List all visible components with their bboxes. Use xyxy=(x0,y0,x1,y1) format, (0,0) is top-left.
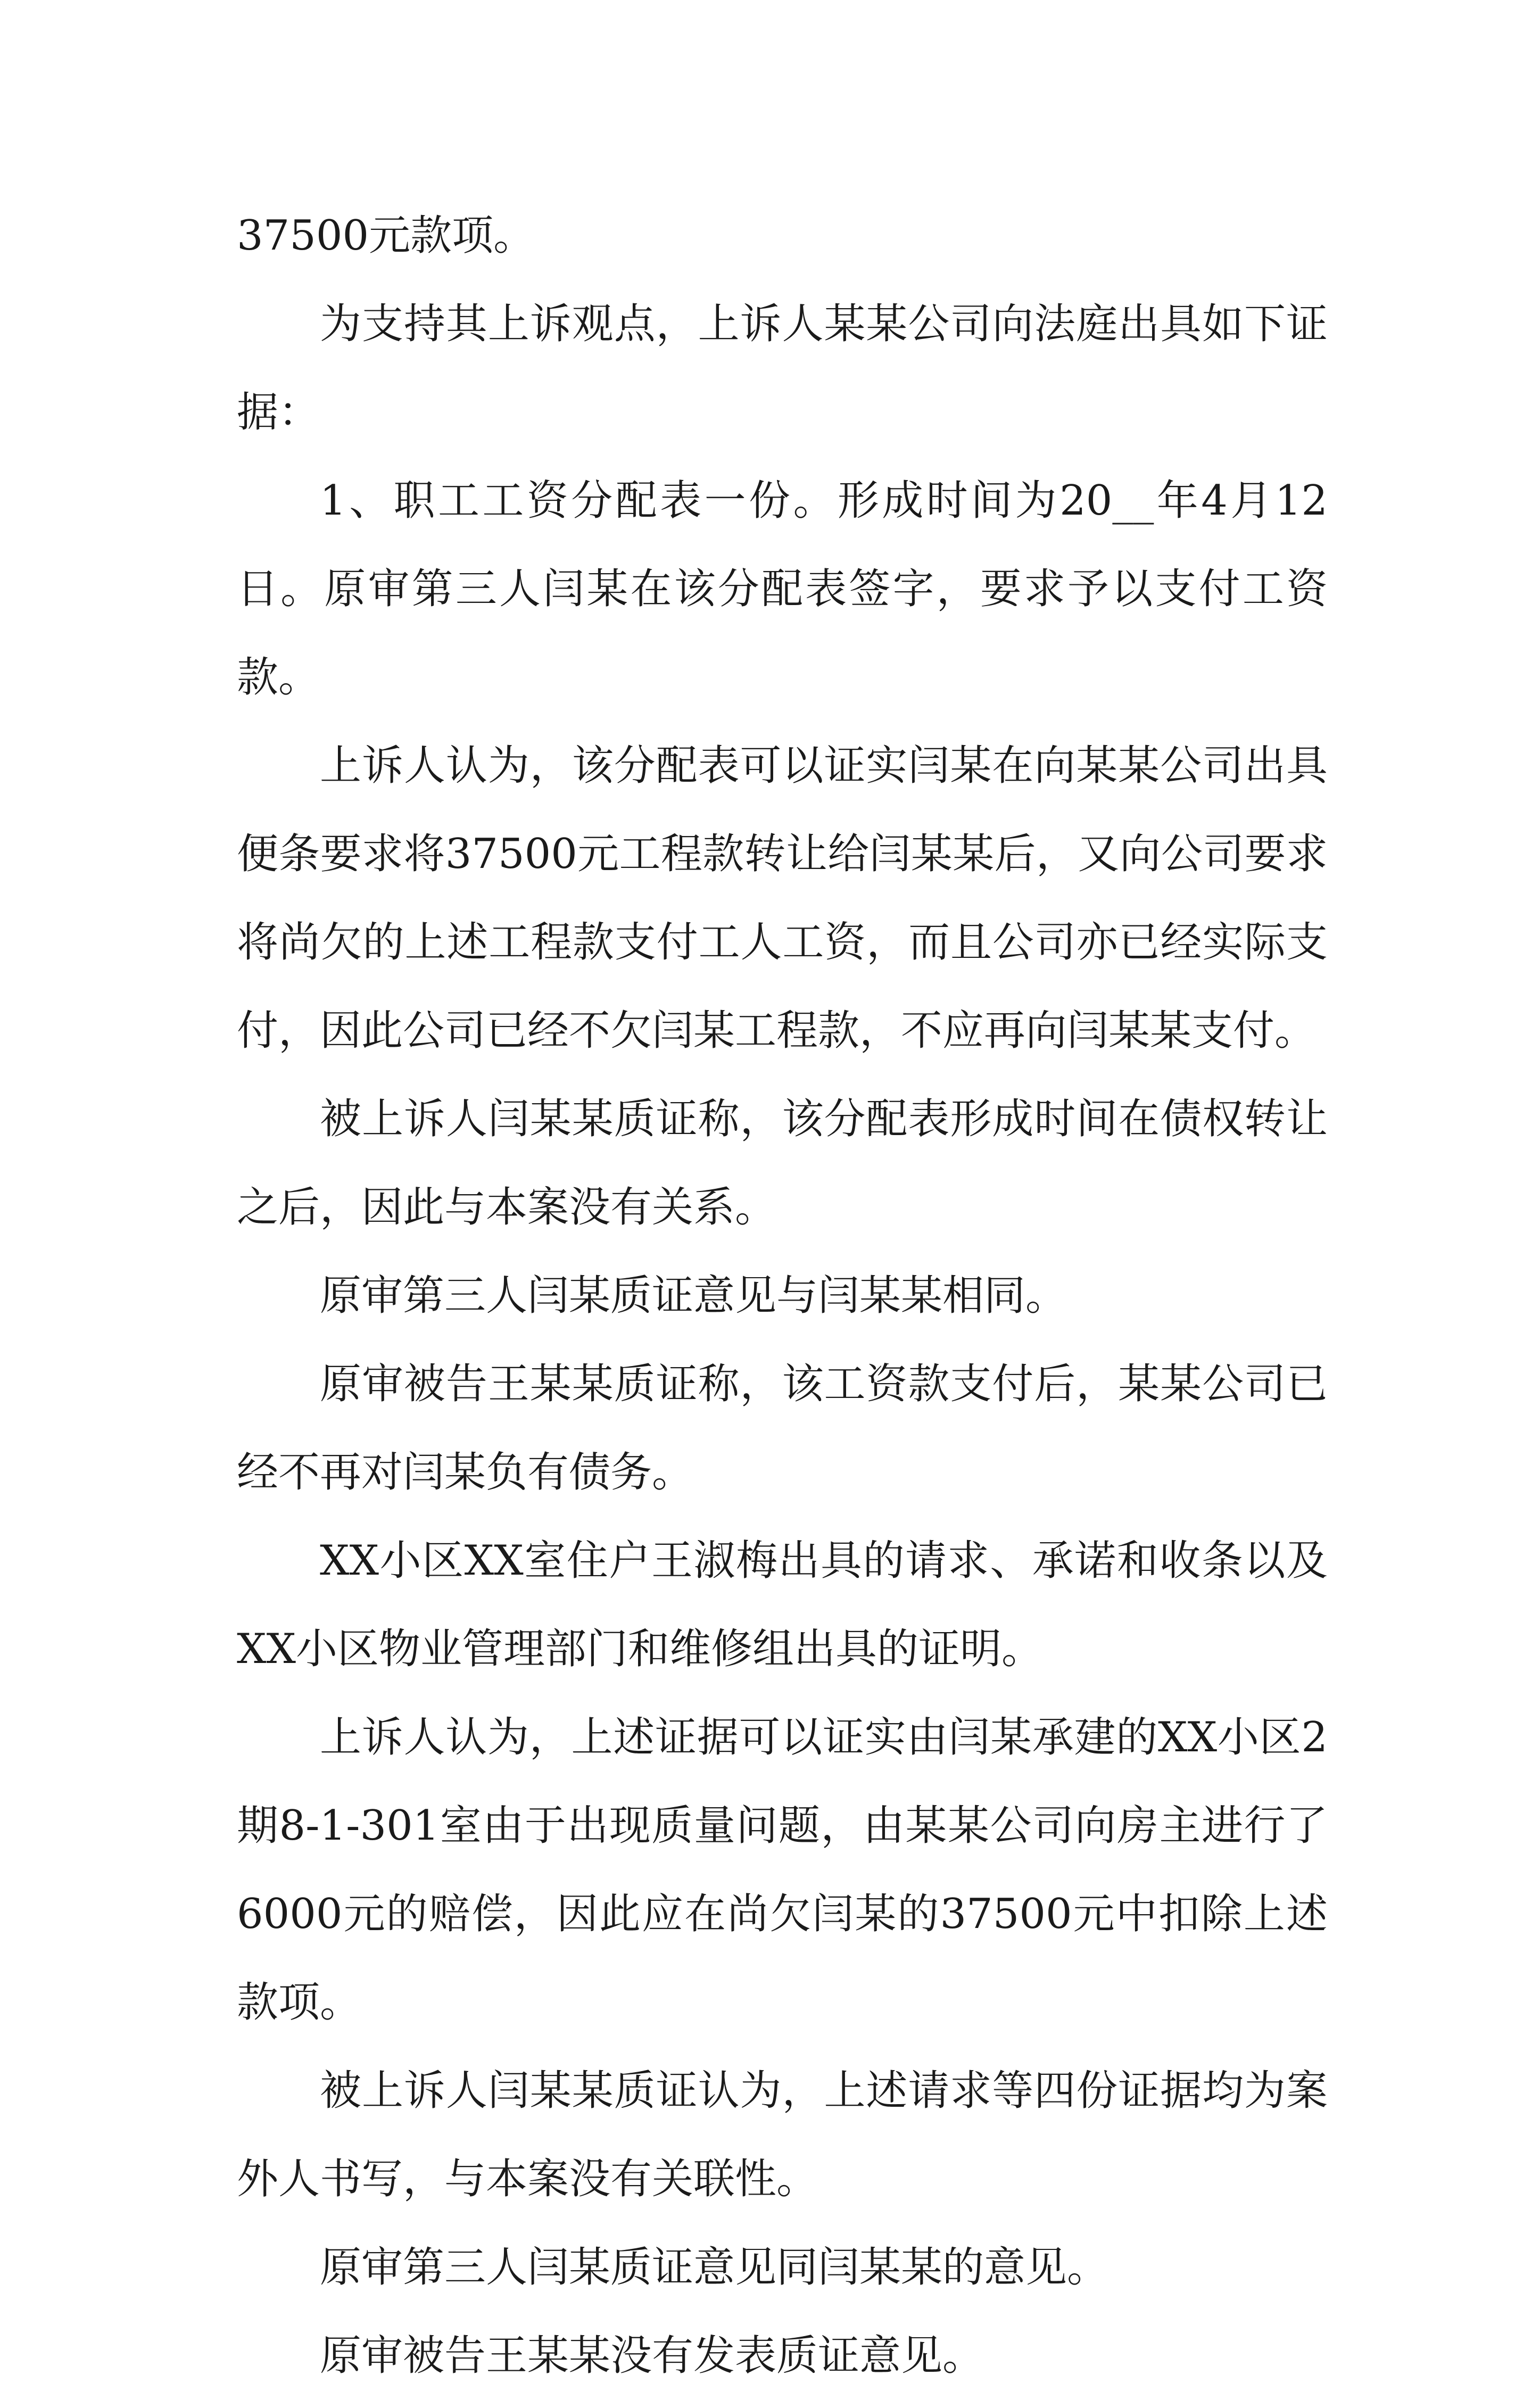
paragraph-2: 为支持其上诉观点，上诉人某某公司向法庭出具如下证据： xyxy=(237,300,1328,436)
paragraph-1: 37500元款项。 xyxy=(237,212,535,260)
paragraph-11: 原审第三人闫某质证意见同闫某某的意见。 xyxy=(320,2244,1109,2291)
paragraph-4: 上诉人认为，该分配表可以证实闫某在向某某公司出具便条要求将37500元工程款转让给闫某某后，又向公司要求将尚欠的上述工程款支付工人工资，而且公司亦已经实际支付，因此公司已经不欠闫某工程款，不应再向闫某某支付。 xyxy=(237,742,1328,1055)
paragraph-5: 被上诉人闫某某质证称，该分配表形成时间在债权转让之后，因此与本案没有关系。 xyxy=(237,1095,1328,1231)
paragraph-10: 被上诉人闫某某质证认为，上述请求等四份证据均为案外人书写，与本案没有关联性。 xyxy=(237,2067,1328,2203)
paragraph-6: 原审第三人闫某质证意见与闫某某相同。 xyxy=(320,1272,1067,1320)
document-body xyxy=(237,192,1328,2400)
paragraph-3: 1、职工工资分配表一份。形成时间为20__年4月12日。原审第三人闫某在该分配表签字，要求予以支付工资款。 xyxy=(237,477,1328,701)
paragraph-7: 原审被告王某某质证称，该工资款支付后，某某公司已经不再对闫某负有债务。 xyxy=(237,1360,1328,1496)
paragraph-12: 原审被告王某某没有发表质证意见。 xyxy=(320,2332,984,2380)
paragraph-9: 上诉人认为，上述证据可以证实由闫某承建的XX小区2期8-1-301室由于出现质量问题，由某某公司向房主进行了6000元的赔偿，因此应在尚欠闫某的37500元中扣除上述款项。 xyxy=(237,1714,1328,2026)
paragraph-8: XX小区XX室住户王淑梅出具的请求、承诺和收条以及XX小区物业管理部门和维修组出具的证明。 xyxy=(237,1537,1328,1673)
